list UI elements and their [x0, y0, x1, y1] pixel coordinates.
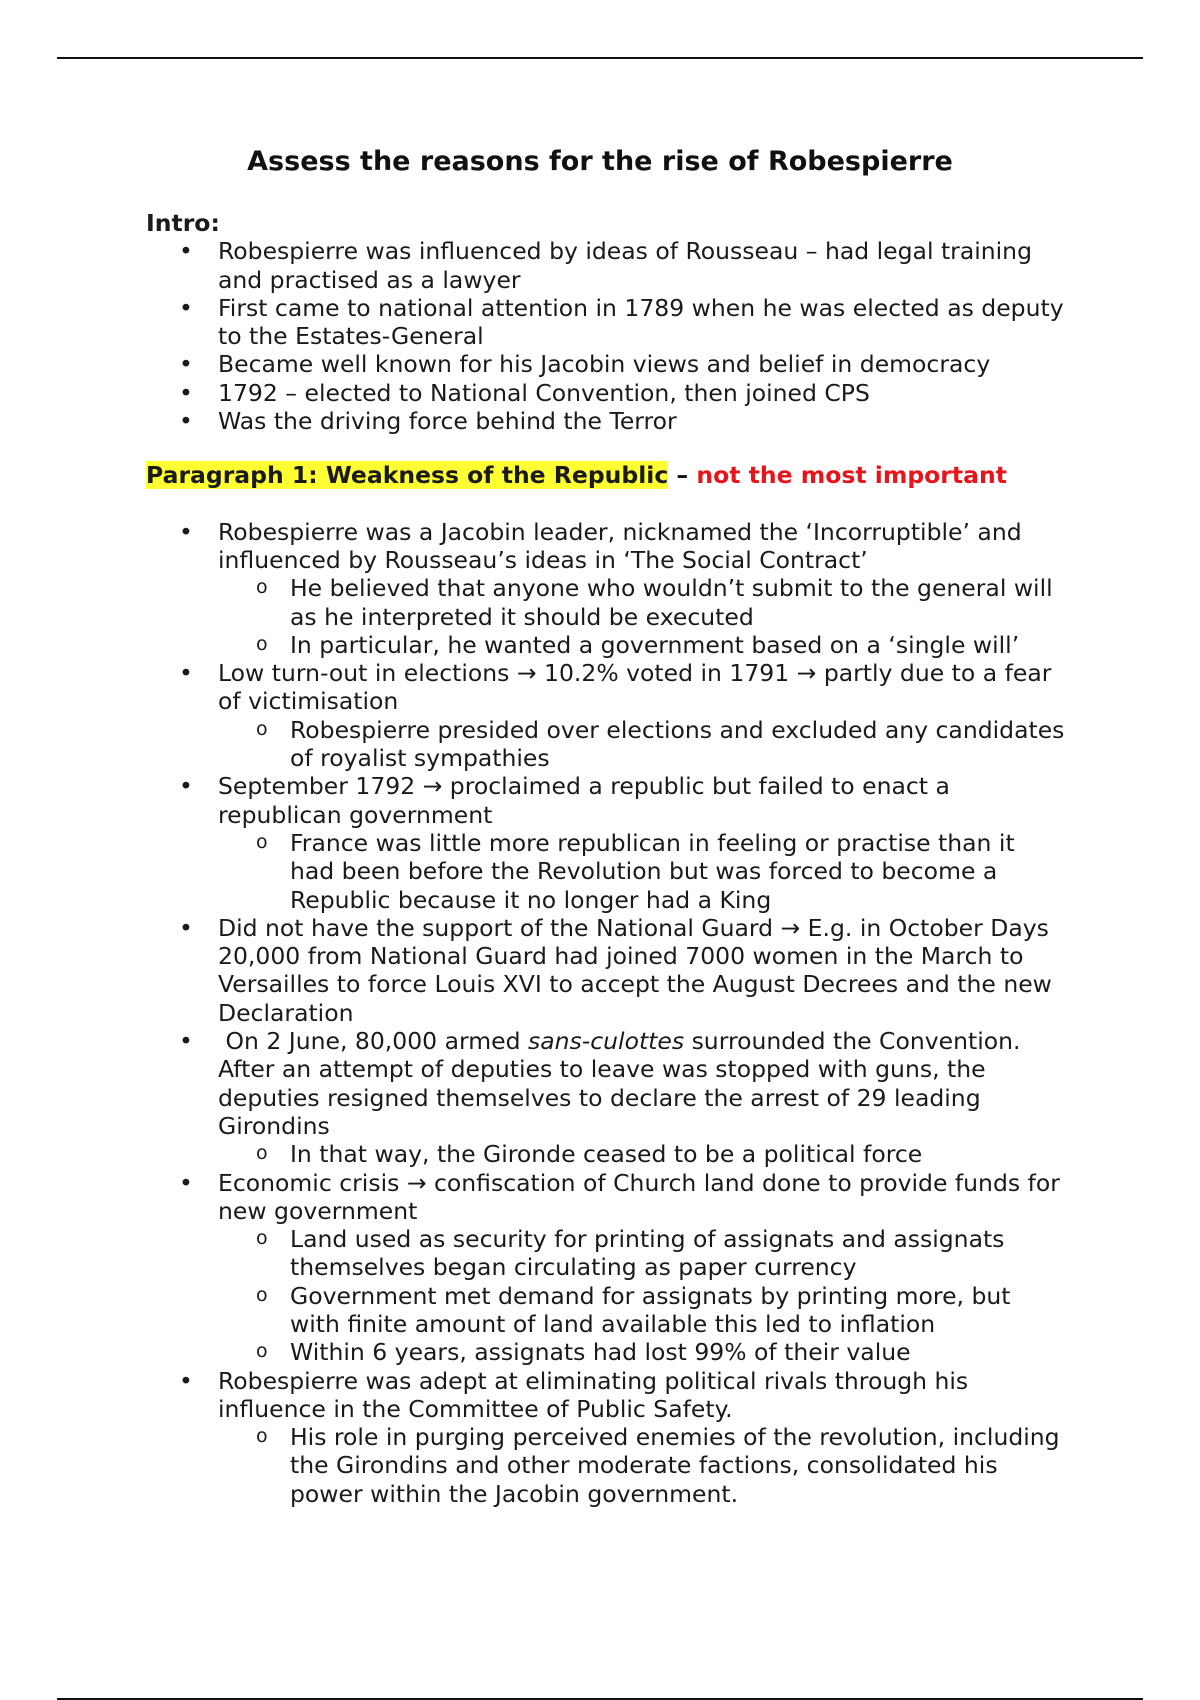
bullet-icon: • [179, 1027, 193, 1056]
importance-note: not the most important [696, 461, 1007, 490]
list-item: • Was the driving force behind the Terror [179, 407, 677, 436]
bullet-icon: • [179, 772, 193, 801]
sub-list [218, 716, 1066, 773]
list-item: • Robespierre was adept at eliminating political rivals through his influence in the Committee of Public Safety. o His role in purging perceived enemies of the revolution, including the Girondins and other moderate factions, consolidated his power within the Jacobin government. [146, 1367, 1066, 1508]
intro-list [146, 237, 1066, 435]
sub-list-item: o In that way, the Gironde ceased to be a political force [256, 1140, 923, 1169]
document-body [146, 209, 1066, 1508]
list-item: • Robespierre was a Jacobin leader, nicknamed the ‘Incorruptible’ and influenced by Rousseau’s ideas in ‘The Social Contract’ o He believed that anyone who wouldn’t submit to the general will as he interpreted it should be executed o In particular, he wanted a government based on a ‘single will’ [146, 518, 1066, 659]
sub-list-item: o Land used as security for printing of assignats and assignats themselves began circulating as paper currency [256, 1225, 1005, 1282]
bullet-icon: • [179, 1168, 193, 1197]
bullet-icon: • [179, 517, 193, 546]
sub-list-item: o France was little more republican in feeling or practise than it had been before the Revolution but was forced to become a Republic because it no longer had a King [256, 828, 1015, 914]
sub-list [218, 1423, 1066, 1508]
list-item: • Did not have the support of the National Guard → E.g. in October Days 20,000 from National Guard had joined 7000 women in the March to Versailles to force Louis XVI to accept the August Decrees and the new Declaration [179, 913, 1052, 1027]
sub-bullet-icon: o [256, 1340, 268, 1363]
list-item: • September 1792 → proclaimed a republic but failed to enact a republican government o France was little more republican in feeling or practise than it had been before the Revolution but was forced to become a Republic because it no longer had a King [146, 772, 1066, 913]
bullet-icon: • [179, 237, 193, 266]
sub-bullet-icon: o [256, 830, 268, 853]
sub-bullet-icon: o [256, 1142, 268, 1165]
sub-list [218, 1140, 1066, 1168]
sub-bullet-icon: o [256, 576, 268, 599]
sub-bullet-icon: o [256, 632, 268, 655]
list-item: • Robespierre was influenced by ideas of Rousseau – had legal training and practised as a lawyer [179, 237, 1032, 294]
sub-list-item: o Within 6 years, assignats had lost 99% of their value [256, 1338, 911, 1367]
sub-bullet-icon: o [256, 1425, 268, 1448]
list-item: • On 2 June, 80,000 armed sans-culottes surrounded the Convention. After an attempt of deputies to leave was stopped with guns, the deputies resigned themselves to declare the arrest of 29 leading Girondins o In that way, the Gironde ceased to be a political force [146, 1027, 1066, 1168]
intro-label: Intro: [146, 209, 220, 237]
bullet-icon: • [179, 659, 193, 688]
sub-list-item: o He believed that anyone who wouldn’t submit to the general will as he interpreted it should be executed [256, 574, 1053, 631]
heading-separator: – [668, 461, 697, 490]
bullet-icon: • [179, 1366, 193, 1395]
sub-bullet-icon: o [256, 1283, 268, 1306]
sub-bullet-icon: o [256, 717, 268, 740]
list-item: • First came to national attention in 1789 when he was elected as deputy to the Estates-General [179, 293, 1064, 351]
sub-list [218, 574, 1066, 659]
bullet-icon: • [179, 378, 193, 407]
sub-list-item: o His role in purging perceived enemies of the revolution, including the Girondins and other moderate factions, consolidated his power within the Jacobin government. [256, 1423, 1060, 1508]
list-item: • Economic crisis → confiscation of Church land done to provide funds for new government o Land used as security for printing of assignats and assignats themselves began circulating as paper currency o Government met demand for assignats by printing more, but with finite amount of land available this led to inflation o Within 6 years, assignats had lost 99% of their value [146, 1169, 1066, 1367]
bullet-icon: • [179, 407, 193, 436]
paragraph-1-heading [146, 461, 1066, 489]
list-item: • Low turn-out in elections → 10.2% voted in 1791 → partly due to a fear of victimisation o Robespierre presided over elections and excluded any candidates of royalist sympathies [179, 659, 1065, 773]
paragraph-1-title: Paragraph 1: Weakness of the Republic [146, 461, 669, 490]
page-title: Assess the reasons for the rise of Robespierre [247, 146, 953, 177]
sub-list-item: o Government met demand for assignats by printing more, but with finite amount of land available this led to inflation [256, 1281, 1011, 1338]
sub-list-item: o In particular, he wanted a government based on a ‘single will’ [256, 630, 1020, 659]
bullet-icon: • [179, 913, 193, 942]
header-rule [57, 57, 1143, 59]
sub-list [218, 1225, 1066, 1366]
paragraph-1-list [146, 518, 1066, 1508]
sub-list-item: o Robespierre presided over elections and excluded any candidates of royalist sympathies [256, 715, 1065, 773]
bullet-icon: • [179, 350, 193, 379]
list-item: • 1792 – elected to National Convention, then joined CPS [179, 378, 870, 407]
sub-bullet-icon: o [256, 1227, 268, 1250]
list-item: • Became well known for his Jacobin views and belief in democracy [179, 350, 991, 379]
italic-term: sans-culottes [527, 1027, 685, 1056]
sub-list [218, 829, 1066, 914]
bullet-icon: • [179, 293, 193, 322]
